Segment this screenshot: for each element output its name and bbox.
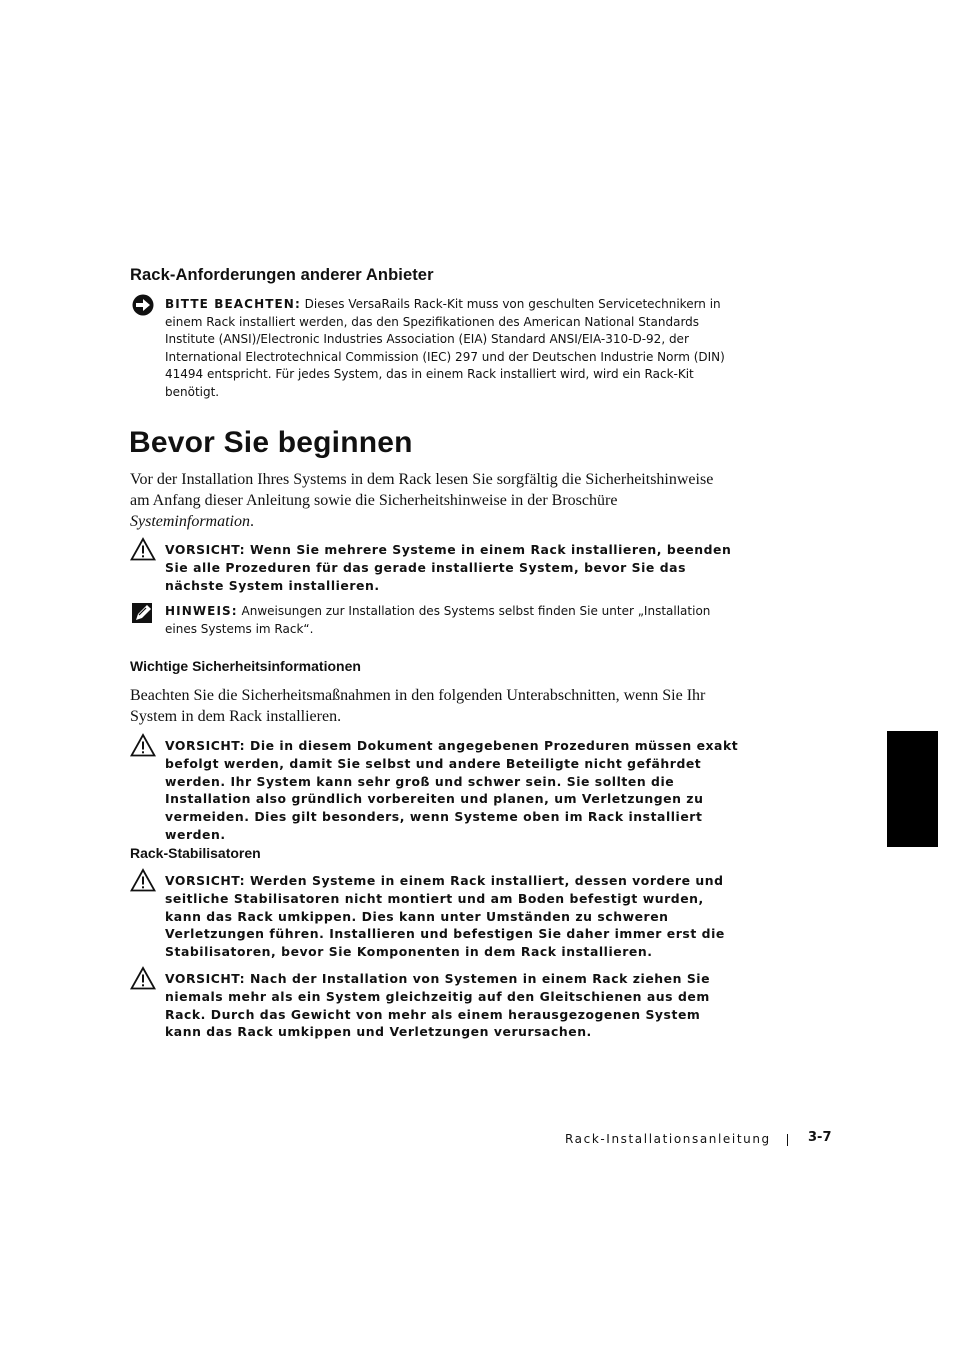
caution-paragraph: VORSICHT: Die in diesem Dokument angegebenen Prozeduren müssen exakt befolgt werden, damit Sie selbst und andere Beteiligte nicht gefährdet werden. Ihr System kann sehr groß und schwer sein. Sie sollten die Installation also gründlich vorbereiten und planen, um Verletzungen zu vermeiden. Dies gilt besonders, wenn Systeme oben im Rack installiert werden. [165, 738, 739, 842]
caution-paragraph: VORSICHT: Nach der Installation von Systemen in einem Rack ziehen Sie niemals mehr als ein System gleichzeitig auf den Gleitschienen aus dem Rack. Durch das Gewicht von mehr als einem herausgezogenen System kann das Rack umkippen und Verletzungen verursachen. [165, 971, 711, 1040]
intro-text: Vor der Installation Ihres Systems in dem Rack lesen Sie sorgfältig die Sicherheitshinweise am Anfang dieser Anleitung sowie die Sicherheitshinweise in der Broschüre [130, 471, 714, 509]
notice-label: BITTE BEACHTEN: [165, 297, 301, 311]
arrow-circle-icon [130, 293, 156, 317]
safety-paragraph: Beachten Sie die Sicherheitsmaßnahmen in den folgenden Unterabschnitten, wenn Sie Ihr System in dem Rack installieren. [130, 687, 706, 725]
hint-text: Anweisungen zur Installation des Systems selbst finden Sie unter „Installation eines Systems im Rack“. [165, 604, 711, 636]
chapter-tab-marker [887, 731, 938, 847]
warning-triangle-icon [130, 733, 156, 757]
section-heading-stabilizers: Rack-Stabilisatoren [130, 845, 261, 861]
pencil-note-icon [130, 601, 156, 625]
page-title: Bevor Sie beginnen [129, 426, 413, 459]
section-heading-safety: Wichtige Sicherheitsinformationen [130, 658, 361, 674]
caution-paragraph: VORSICHT: Wenn Sie mehrere Systeme in einem Rack installieren, beenden Sie alle Prozeduren für das gerade installierte System, bevor Sie das nächste System installieren. [165, 542, 732, 593]
warning-triangle-icon [130, 868, 156, 892]
footer-separator [787, 1134, 788, 1146]
page-number: 3-7 [808, 1130, 832, 1145]
intro-italic: Systeminformation [130, 513, 250, 530]
intro-end: . [250, 513, 254, 530]
warning-triangle-icon [130, 537, 156, 561]
hint-label: HINWEIS: [165, 604, 238, 618]
hint-paragraph [165, 603, 737, 638]
section-heading-rack-requirements: Rack-Anforderungen anderer Anbieter [130, 266, 434, 284]
caution-paragraph: VORSICHT: Werden Systeme in einem Rack installiert, dessen vordere und seitliche Stabilisatoren nicht montiert und am Boden befestigt wurden, kann das Rack umkippen. Dies kann unter Umständen zu schweren Verletzungen führen. Installieren und befestigen Sie daher immer erst die Stabilisatoren, bevor Sie Komponenten in dem Rack installieren. [165, 873, 725, 960]
warning-triangle-icon [130, 966, 156, 990]
notice-text: Dieses VersaRails Rack-Kit muss von geschulten Servicetechnikern in einem Rack installiert werden, das den Spezifikationen des American National Standards Institute (ANSI)/Electronic Industries Association (EIA) Standard ANSI/EIA-310-D-92, der International Electrotechnical Commission (IEC) 297 und der Deutschen Industrie Norm (DIN) 41494 entspricht. Für jedes System, das in einem Rack installiert wird, wird ein Rack-Kit benötigt. [165, 297, 725, 399]
notice-paragraph [165, 296, 737, 402]
intro-paragraph [130, 469, 736, 532]
footer-title: Rack-Installationsanleitung [565, 1132, 771, 1146]
